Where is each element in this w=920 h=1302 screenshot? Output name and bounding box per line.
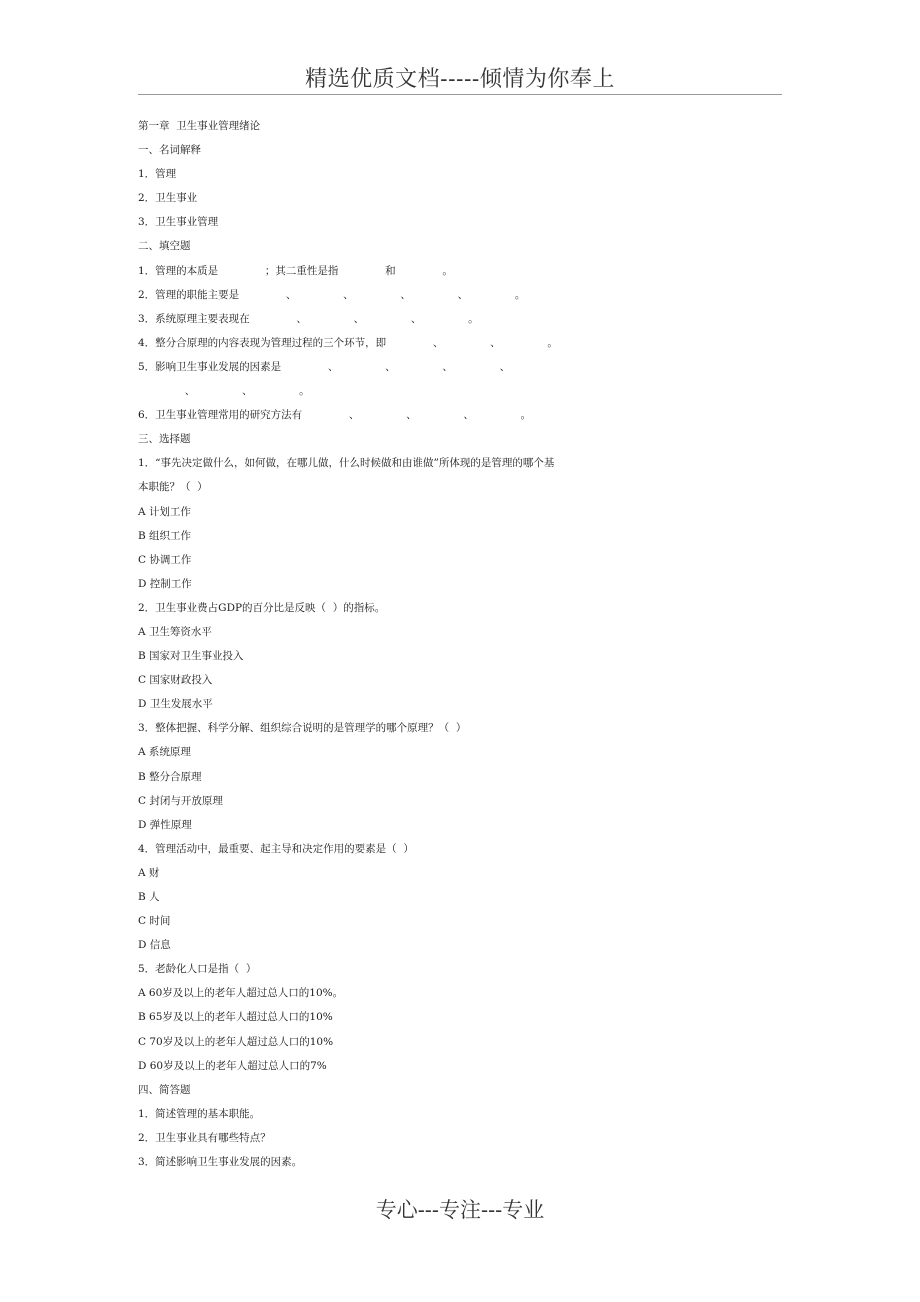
- document-line: D 弹性原理: [138, 818, 192, 831]
- document-line: 6．卫生事业管理常用的研究方法有 、 、 、 。: [138, 409, 532, 422]
- document-line: 5．老龄化人口是指（ ）: [138, 963, 257, 976]
- document-line: 5．影响卫生事业发展的因素是 、 、 、 、: [138, 360, 511, 373]
- document-line: 2．管理的职能主要是 、 、 、 、 。: [138, 288, 526, 301]
- document-line: C 协调工作: [138, 553, 192, 566]
- document-line: 2．卫生事业费占GDP的百分比是反映（ ）的指标。: [138, 601, 386, 614]
- document-line: 3．简述影响卫生事业发展的因素。: [138, 1156, 303, 1169]
- document-line: B 组织工作: [138, 529, 192, 542]
- header-divider: [138, 94, 782, 95]
- document-line: 1．简述管理的基本职能。: [138, 1107, 261, 1120]
- document-line: D 60岁及以上的老年人超过总人口的7%: [138, 1059, 327, 1072]
- document-line: 2．卫生事业具有哪些特点？: [138, 1131, 271, 1144]
- document-line: A 卫生筹资水平: [138, 625, 212, 638]
- document-line: C 封闭与开放原理: [138, 794, 223, 807]
- page-header-title: 精选优质文档-----倾情为你奉上: [305, 67, 615, 92]
- document-line: 第一章 卫生事业管理绪论: [138, 120, 261, 132]
- document-line: D 信息: [138, 939, 171, 952]
- document-line: 本职能？（ ）: [138, 481, 208, 494]
- document-line: 一、名词解释: [138, 144, 201, 157]
- document-line: 4．管理活动中，最重要、起主导和决定作用的要素是（ ）: [138, 842, 414, 855]
- document-line: A 系统原理: [138, 746, 191, 759]
- document-body: [138, 114, 788, 1174]
- document-line: 1．管理: [138, 168, 177, 181]
- document-line: 四、简答题: [138, 1083, 191, 1096]
- document-line: 4．整分合原理的内容表现为管理过程的三个环节，即 、 、 。: [138, 336, 558, 349]
- document-line: 1．“事先决定做什么，如何做，在哪儿做，什么时候做和由谁做”所体现的是管理的哪个基: [138, 457, 555, 470]
- document-line: B 国家对卫生事业投入: [138, 650, 244, 663]
- document-line: B 65岁及以上的老年人超过总人口的10%: [138, 1011, 333, 1024]
- document-line: B 人: [138, 891, 160, 903]
- document-line: 3．整体把握、科学分解、组织综合说明的是管理学的哪个原理？（ ）: [138, 722, 467, 735]
- document-line: 3．卫生事业管理: [138, 216, 219, 229]
- document-line: 二、填空题: [138, 240, 191, 253]
- document-line: 3．系统原理主要表现在 、 、 、 。: [138, 312, 479, 325]
- document-line: C 时间: [138, 915, 171, 928]
- document-line: B 整分合原理: [138, 770, 202, 783]
- document-line: A 60岁及以上的老年人超过总人口的10%。: [138, 987, 344, 1000]
- document-line: D 卫生发展水平: [138, 698, 213, 711]
- document-line: A 计划工作: [138, 505, 191, 518]
- document-line: 1．管理的本质是 ；其二重性是指 和 。: [138, 264, 453, 277]
- page-footer: 专心---专注---专业: [375, 1198, 545, 1222]
- document-line: 三、选择题: [138, 433, 191, 446]
- document-line: 2．卫生事业: [138, 192, 198, 205]
- document-line: C 70岁及以上的老年人超过总人口的10%: [138, 1035, 334, 1048]
- document-line: D 控制工作: [138, 577, 192, 590]
- document-line: C 国家财政投入: [138, 674, 213, 687]
- document-line: A 财: [138, 866, 160, 879]
- document-line: 、 、 。: [138, 385, 310, 398]
